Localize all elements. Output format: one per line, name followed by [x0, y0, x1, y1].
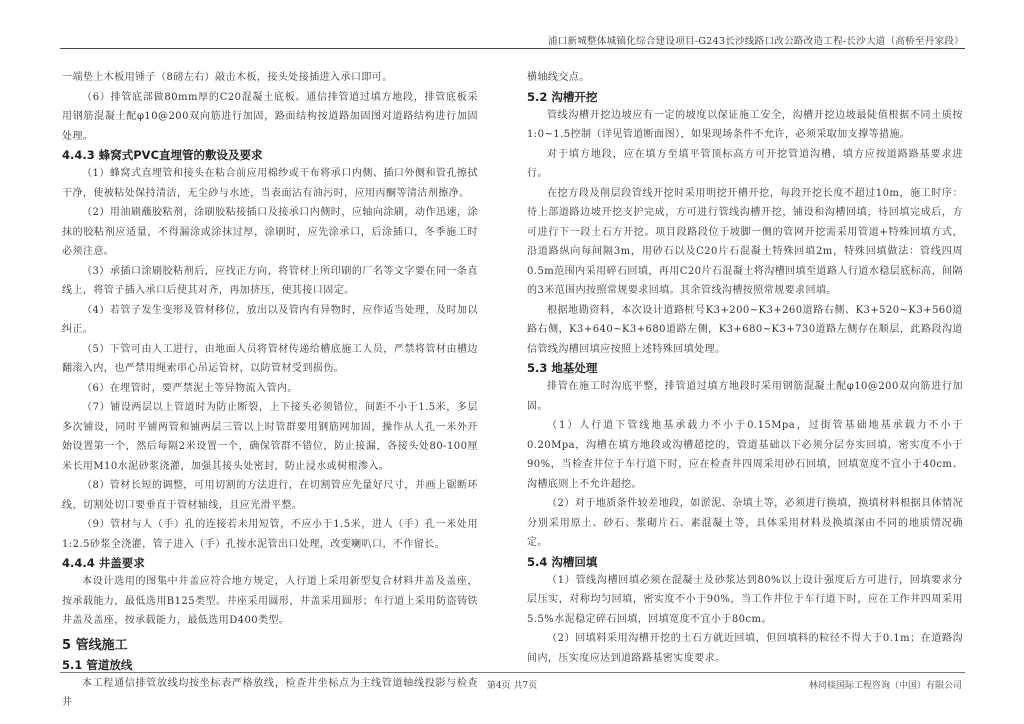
section-heading-5-1: 5.1 管道放线: [62, 657, 133, 672]
paragraph-foundation-item-2: （2）对于地质条件较差地段，如淤泥、杂填土等，必须进行换填，换填材料根据具体情况分别采用原土、砂石、浆砌片石、素混凝土等，具体采用材料及换填深由不同的地质情况确定。: [527, 498, 963, 548]
footer-company-name: 林同棪国际工程咨询（中国）有限公司: [808, 681, 962, 691]
paragraph-backfill-item-1: （1）管线沟槽回填必须在混凝土及砂浆达到80%以上设计强度后方可进行，回填要求分层压实，对称均匀回填，密实度不小于90%，当工作井位于车行道下时，应在工作井四周采用5.5%水泥稳定碎石回填，回填宽度不宜小于80cm。: [527, 574, 963, 625]
paragraph-item-1: （1）蜂窝式直埋管和接头在粘合前应用棉纱或干布将承口内侧、插口外侧和管孔擦拭干净，使被粘处保持清洁，无尘砂与水迹，当表面沾有油污时，应用丙酮等清洁剂擦净。: [62, 168, 478, 199]
paragraph-item-4: （4）若管子发生变形及管材移位，放出以及管内有异物时，应作适当处理，及时加以纠正。: [62, 304, 478, 335]
left-column: [62, 68, 478, 708]
paragraph-item-5: （5）下管可由人工进行，由地面人员将管材传递给槽底施工人员，严禁将管材由槽边翻滚入内，也严禁用绳索串心吊运管材，以防管材受到损伤。: [62, 343, 478, 374]
section-heading-5-3: 5.3 地基处理: [527, 361, 598, 375]
paragraph-continued: 一端垫上木板用锤子（8磅左右）敲击木板，接头处接插进入承口即可。: [62, 72, 393, 83]
paragraph-geology: 根据地勘资料，本次设计道路桩号K3+200~K3+260道路右侧、K3+520~K3+560道路右侧，K3+640~K3+680道路左侧，K3+680~K3+730道路左侧存在顺层，此路段沟道信管线沟槽回填应按照上述特殊回填处理。: [527, 304, 963, 355]
paragraph-staking: 本工程通信排管放线均按坐标表严格放线，检查井坐标点为主线管道轴线投影与检查井: [62, 677, 478, 708]
chapter-heading-5: 5 管线施工: [62, 637, 128, 653]
paragraph-foundation-item-1: （1）人行道下管线地基承载力不小于0.15Mpa，过街管基础地基承载力不小于0.20Mpa，沟槽在填方地段或沟槽超挖的，管道基础以下必须分层夯实回填，密实度不小于90%，当检查井位于车行道下时，应在检查井四周采用砂石回填，回填宽度不宜小于40cm、沟槽底则上不允许超挖。: [527, 420, 963, 490]
paragraph-item-9: （9）管材与人（手）孔的连接若未用短管，不应小于1.5米，进人（手）孔一米处用1:2.5砂浆全浇灌，管子进入（手）孔按水泥管出口处理，改变喇叭口，不作留长。: [62, 519, 478, 550]
paragraph-cut-section: 在挖方段及削层段管线开挖时采用明挖开槽开挖，每段开挖长度不超过10m，施工时序：待上部道路边坡开挖支护完成，方可进行管线沟槽开挖，铺设和沟槽回填，待回填完成后，方可进行下一段土石方开挖。项目段路段位于坡脚一侧的管网开挖需采用管道+特殊回填方式，沿道路纵向每间隔3m，用砂石以及C20片石混凝土特殊回填2m，特殊回填做法：管线四周0.5m范围内采用碎石回填，再用C20片石混凝土将沟槽回填至道路人行道水稳层底标高，间隔的3米范围内按照常规要求回填。其余管线沟槽按照常规要求回填。: [527, 187, 963, 296]
paragraph-manhole-cover: 本设计选用的图集中井盖应符合地方规定，人行道上采用新型复合材料井盖及盖座，按承载能力，最低选用B125类型。井座采用圆形，井盖采用圆形；车行道上采用防盗铸铁井盖及盖座，按承载能力，最低选用D400类型。: [62, 576, 478, 626]
paragraph-item-2: （2）用油刷蘸胶粘剂，涂刷胶粘接插口及接承口内侧时，应轴向涂刷，动作迅速，涂抹的胶粘剂应适量，不得漏涂或涂抹过厚，涂刷时，应先涂承口，后涂插口，冬季施工时必须注意。: [62, 207, 478, 257]
paragraph-item-3: （3）承插口涂刷胶粘剂后，应找正方向，将管材上所印刷的厂名等文字要在同一条直线上，将管子插入承口后使其对齐，再加挤压，使其接口固定。: [62, 265, 478, 296]
paragraph-foundation: 排管在施工时沟底平整，排管道过填方地段时采用钢筋混凝土配φ10@200双向筋进行加固。: [527, 381, 963, 412]
paragraph-item-8: （8）管材长短的调整，可用切割的方法进行，在切割管应先量好尺寸，并画上锯断环线，切割处切口要垂直于管材轴线，且应光滑平整。: [62, 480, 478, 511]
footer-divider: [60, 672, 965, 673]
header-divider: [60, 48, 965, 49]
paragraph-fill-section: 对于填方地段，应在填方至填平管顶标高方可开挖管道沟槽，填方应按道路路基要求进行。: [527, 148, 963, 179]
section-heading-5-4: 5.4 沟槽回填: [527, 554, 598, 569]
paragraph-item-6b: （6）在埋管时，要严禁泥土等异物流入管内。: [82, 382, 298, 394]
section-heading-4-4-4: 4.4.4 井盖要求: [62, 556, 145, 570]
paragraph-item-6: （6）排管底部做80mm厚的C20混凝土底板。通信排管道过填方地段，排管底板采用钢筋混凝土配φ10@200双向筋进行加固，路面结构按道路加固图对道路结构进行加固处理。: [62, 91, 478, 142]
section-heading-5-2: 5.2 沟槽开挖: [527, 89, 598, 104]
running-header-title: 浦口新城整体城镇化综合建设项目-G243长沙线路口改公路改造工程-长沙大道（高桥至丹家段）: [547, 36, 964, 47]
paragraph-continued-right: 横轴线交点。: [527, 72, 590, 83]
page-number: 第4页 共7页: [486, 681, 538, 691]
section-heading-4-4-3: 4.4.3 蜂窝式PVC直埋管的敷设及要求: [62, 148, 263, 162]
paragraph-item-7: （7）铺设两层以上管道时为防止断裂，上下接头必须错位，间距不小于1.5米，多层多次铺设，同时平铺两管和铺两层三管以上时管群要用钢筋网加固，操作从人孔一米外开始设置第一个，然后每隔2米设置一个，确保管群不错位，防止接漏，各接头处80-100厘米长用M10水泥砂浆浇灌，加强其接头处密封，防止浸水或树根渗入。: [62, 402, 478, 472]
right-column: [527, 68, 963, 666]
paragraph-backfill-item-2: （2）回填料采用沟槽开挖的土石方就近回填，但回填料的粒径不得大于0.1m；在道路沟间内，压实度应达到道路路基密实度要求。: [527, 633, 963, 664]
paragraph-trench-slope: 管线沟槽开挖边坡应有一定的坡度以保证施工安全，沟槽开挖边坡最陡值根据不同土质按1:0~1.5控制（详见管道断面图），如果现场条件不允许，必须采取加支撑等措施。: [527, 109, 963, 140]
